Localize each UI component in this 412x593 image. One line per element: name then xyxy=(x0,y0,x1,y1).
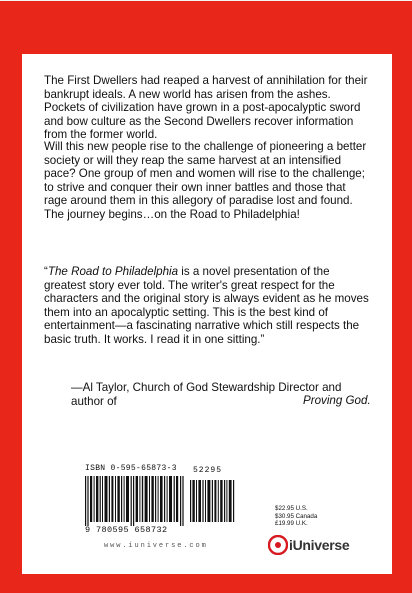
isbn-label: ISBN 0-595-65873-3 xyxy=(85,464,177,473)
iuniverse-swirl-icon xyxy=(268,535,288,555)
publisher-name: iUniverse xyxy=(289,537,350,553)
price-list xyxy=(275,505,317,528)
ean-barcode xyxy=(85,476,185,526)
quote-body: is a novel presentation of the greatest story ever told. The writer's great respect for the characters and the original story is always evident as he moves them into an apocalyptic setting. This is the best kind of entertainment—a fascinating narrative which still respects the basic truth. It works. I read it in one sitting.” xyxy=(44,265,369,346)
quote-attribution: —Al Taylor, Church of God Stewardship Director and author of xyxy=(71,381,342,408)
quote-open-mark: “ xyxy=(44,265,48,278)
ean-digits: 9 780595 658732 xyxy=(85,525,168,535)
synopsis-paragraph-1: The First Dwellers had reaped a harvest of annihilation for their bankrupt ideals. A new world has arisen from the ashes. Pockets of civilization have grown in a post-apocalyptic sword and bow culture as the Second Dwellers recover information from the former world. xyxy=(44,74,368,141)
price-barcode xyxy=(190,476,240,522)
price-us: $22.95 U.S. xyxy=(275,505,308,512)
review-quote xyxy=(44,265,372,346)
iuniverse-logo xyxy=(268,535,368,557)
price-uk: £19.99 U.K. xyxy=(275,520,308,528)
quote-book-title: The Road to Philadelphia xyxy=(47,265,179,278)
synopsis-paragraph-2: Will this new people rise to the challenge of pioneering a better society or will they reap the same harvest at an intensified pace? One group of men and women will rise to the challenge; to strive and conquer their own inner battles and those that rage around them in this allegory of paradise lost and found. The journey begins…on the Road to Philadelphia! xyxy=(44,140,367,221)
attribution-book-title: Proving God. xyxy=(303,394,371,407)
publisher-website: www.iuniverse.com xyxy=(104,542,208,550)
price-canada: $30.95 Canada xyxy=(275,512,318,520)
price-code-label: 52295 xyxy=(193,466,223,475)
